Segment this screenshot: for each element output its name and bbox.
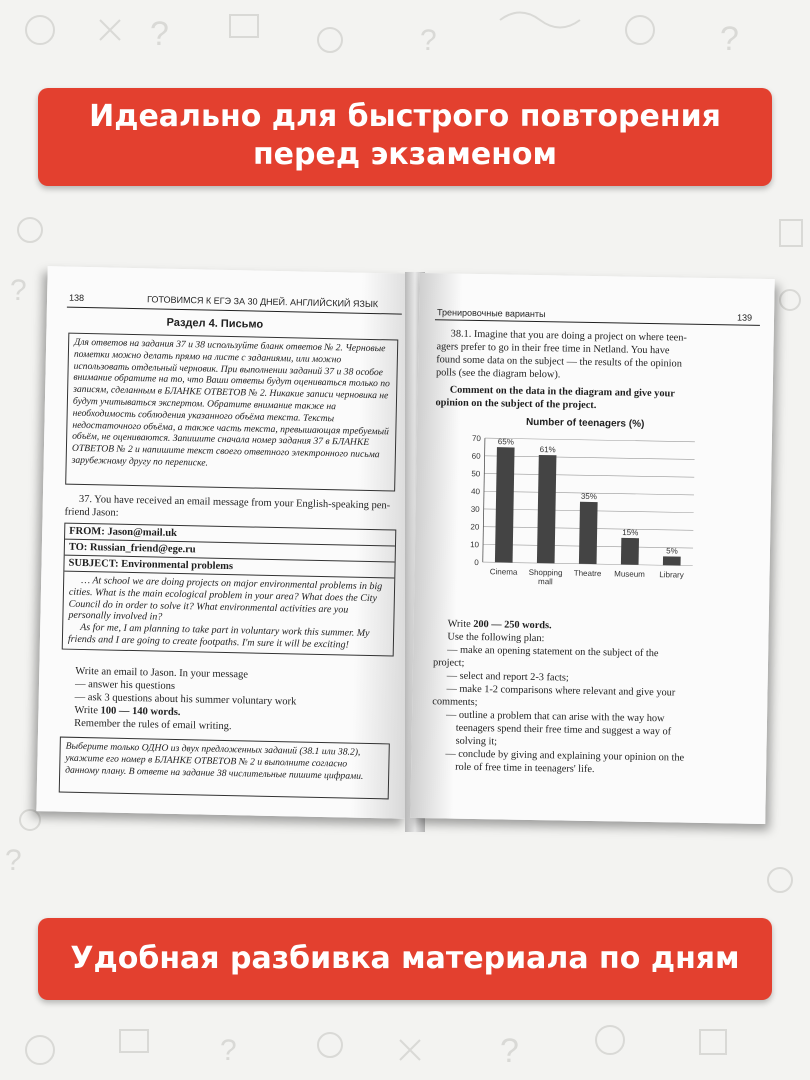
gridline [485, 438, 695, 442]
bar [663, 556, 681, 565]
plan-line: teenagers spend their free time and suggest a way of [455, 722, 672, 738]
right-running-header: Тренировочные варианты [437, 307, 546, 320]
svg-text:?: ? [5, 844, 22, 877]
right-page [410, 273, 774, 824]
bar [579, 502, 598, 564]
plan-intro: Use the following plan: [447, 631, 545, 645]
x-category-label: Shoppingmall [528, 567, 563, 587]
email-subject: SUBJECT: Environmental problems [64, 556, 394, 579]
y-tick-label: 0 [474, 557, 479, 568]
plan-line: comments; [432, 696, 478, 709]
gridline [484, 474, 694, 478]
svg-text:?: ? [150, 15, 169, 53]
bar-value-label: 35% [580, 491, 597, 502]
svg-text:?: ? [720, 20, 739, 58]
task-37-intro: 37. You have received an email message from your English-speaking pen-friend Jason: [64, 493, 391, 519]
right-page-number: 139 [736, 312, 753, 323]
chart-title: Number of teenagers (%) [525, 416, 645, 430]
task-line: polls (see the diagram below). [435, 367, 561, 381]
left-page-number: 138 [68, 292, 85, 303]
x-category-label: Library [659, 570, 684, 580]
task-plan [432, 617, 760, 778]
bullet-answer: — answer his questions [74, 678, 176, 692]
word-count-value: 100 — 140 words. [100, 705, 181, 719]
remember-line: Remember the rules of email writing. [74, 717, 232, 733]
y-tick-label: 40 [470, 487, 481, 497]
section-title: Раздел 4. Письмо [166, 316, 264, 331]
bullet-ask: — ask 3 questions about his summer voluntary work [74, 691, 297, 708]
bottom-banner-text: Удобная разбивка материала по дням [70, 941, 740, 976]
bar-value-label: 15% [622, 527, 639, 538]
task-instructions [74, 665, 393, 737]
y-axis [483, 438, 485, 562]
svg-text:?: ? [10, 274, 27, 307]
gridline [485, 456, 695, 460]
svg-text:?: ? [500, 1032, 519, 1070]
top-banner [38, 88, 772, 186]
left-running-header: ГОТОВИМСЯ К ЕГЭ ЗА 30 ДНЕЙ. АНГЛИЙСКИЙ ЯЗЫК [146, 294, 379, 310]
y-tick-label: 70 [471, 433, 481, 444]
bar-value-label: 61% [539, 445, 556, 455]
email-from: FROM: Jason@mail.uk [65, 524, 395, 547]
y-tick-label: 10 [470, 540, 480, 550]
word-count-prefix: Write [447, 618, 471, 630]
y-tick-label: 50 [471, 469, 481, 479]
bar [537, 455, 557, 563]
task-line: found some data on the subject — the results of the opinion [436, 354, 682, 370]
plan-line: — make 1-2 comparisons where relevant and give your [446, 683, 676, 699]
bar [621, 538, 639, 565]
x-category-label: Museum [614, 569, 645, 579]
task-line: 38.1. Imagine that you are doing a project on where teen- [450, 328, 687, 344]
left-page [36, 266, 417, 819]
plan-line: project; [432, 657, 465, 669]
comment-line: Comment on the data in the diagram and give your [449, 384, 675, 400]
task-38-1 [435, 327, 761, 415]
word-count-value: 200 — 250 words. [473, 618, 552, 632]
plan-line: solving it; [455, 735, 498, 748]
bar-value-label: 65% [497, 437, 514, 447]
y-tick-label: 30 [470, 504, 480, 514]
task-line: agers prefer to go in their free time in Netland. You have [436, 341, 670, 357]
open-book [30, 258, 782, 838]
email-to: TO: Russian_friend@ege.ru [65, 540, 395, 563]
x-category-label: Cinema [489, 567, 518, 577]
write-line: Write an email to Jason. In your message [75, 665, 249, 681]
y-tick-label: 60 [471, 451, 481, 461]
top-banner-line-2: перед экзаменом [252, 137, 558, 172]
x-category-label: Theatre [573, 568, 602, 579]
bar-chart [452, 412, 715, 607]
instruction-box: Для ответов на задания 37 и 38 используйте бланк ответов № 2. Черновые пометки можно делать прямо на листе с заданиями, или можно использовать отдельный черновик. При выполнении заданий 37 и 38 особое внимание обратите на то, что Ваши ответы будут оцениваться только по записям, сделанным в БЛАНКЕ ОТВЕТОВ № 2. Никакие записи черновика не будут учитываться экспертом. Обратите внимание также на необходимость соблюдения указанного объёма текста. Тексты недостаточного объёма, а также часть текста, превышающая требуемый объём, не оцениваются. Запишите сначала номер задания 37 в БЛАНКЕ ОТВЕТОВ № 2 и напишите текст своего ответного электронного письма зарубежному другу по переписке. [65, 333, 398, 492]
plan-line: role of free time in teenagers' life. [455, 761, 595, 776]
right-header-rule [435, 319, 760, 326]
plan-line: — make an opening statement on the subject of the [447, 644, 659, 660]
bar [495, 447, 515, 562]
bottom-banner [38, 918, 772, 1000]
y-tick-label: 20 [470, 522, 480, 532]
comment-line: opinion on the subject of the project. [435, 397, 597, 412]
email-body-1: … At school we are doing projects on major environmental problems in big cities. What is the main ecological problem in your area? What does the City Council do in order to solve it? What environmental activities are you personally involved in? [68, 574, 383, 624]
plan-line: — select and report 2-3 facts; [446, 670, 569, 684]
bar-value-label: 5% [666, 546, 678, 556]
email-body-2: As for me, I am planning to take part in voluntary work this summer. My friends and I are going to create footpaths. I'm sure it will be exciting! [67, 622, 370, 651]
svg-text:?: ? [220, 1034, 237, 1067]
svg-text:?: ? [420, 24, 437, 57]
word-count-prefix: Write [74, 704, 99, 717]
plan-line: — conclude by giving and explaining your opinion on the [445, 748, 685, 764]
bottom-instruction-box: Выберите только ОДНО из двух предложенных заданий (38.1 или 38.2), укажите его номер в БЛАНКЕ ОТВЕТОВ № 2 и выполните согласно данному плану. В ответе на задание 38 числительные пишите цифрами. [59, 737, 390, 800]
top-banner-line-1: Идеально для быстрого повторения [89, 99, 721, 134]
email-block [62, 523, 397, 657]
plan-line: — outline a problem that can arise with the way how [445, 709, 665, 725]
